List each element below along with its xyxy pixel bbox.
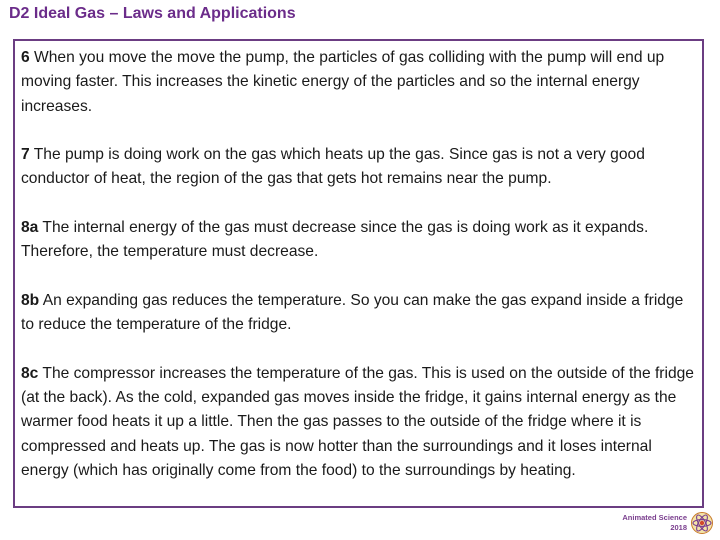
answer-7 — [21, 143, 696, 192]
footer-logo — [622, 510, 714, 536]
brand-year: 2018 — [670, 523, 687, 532]
answer-8b — [21, 289, 696, 338]
answer-number: 6 — [21, 49, 30, 66]
page-title: D2 Ideal Gas – Laws and Applications — [9, 5, 296, 22]
answer-number: 8a — [21, 219, 39, 237]
atom-logo-icon — [690, 511, 714, 535]
answer-text: The compressor increases the temperature of the gas. This is used on the outside of the fridge (at the back). As the cold, expanded gas moves inside the fridge, it gains internal energy as the warmer food heats it up a little. Then the gas passes to the outside of the fridge where it is compressed and heats up. The gas is now hotter than the surroundings and it loses internal energy (which has originally come from the food) to the surroundings by heating. — [21, 364, 694, 480]
answer-6 — [21, 46, 696, 119]
answer-text: An expanding gas reduces the temperature. So you can make the gas expand inside a fridge to reduce the temperature of the fridge. — [21, 291, 684, 334]
answer-8a — [21, 216, 696, 265]
answer-text: The pump is doing work on the gas which heats up the gas. Since gas is not a very good conductor of heat, the region of the gas that gets hot remains near the pump. — [21, 146, 645, 188]
answer-text: When you move the move the pump, the particles of gas colliding with the pump will end up moving faster. This increases the kinetic energy of the particles and so the internal energy increases. — [21, 49, 665, 115]
answers-box — [13, 39, 704, 508]
answer-number: 8c — [21, 364, 39, 382]
answer-number: 7 — [21, 146, 30, 164]
answer-8c — [21, 362, 696, 483]
footer-brand — [622, 513, 687, 533]
answer-text: The internal energy of the gas must decrease since the gas is doing work as it expands. Therefore, the temperature must decrease. — [21, 219, 649, 261]
brand-name: Animated Science — [622, 513, 687, 522]
answer-number: 8b — [21, 291, 40, 309]
